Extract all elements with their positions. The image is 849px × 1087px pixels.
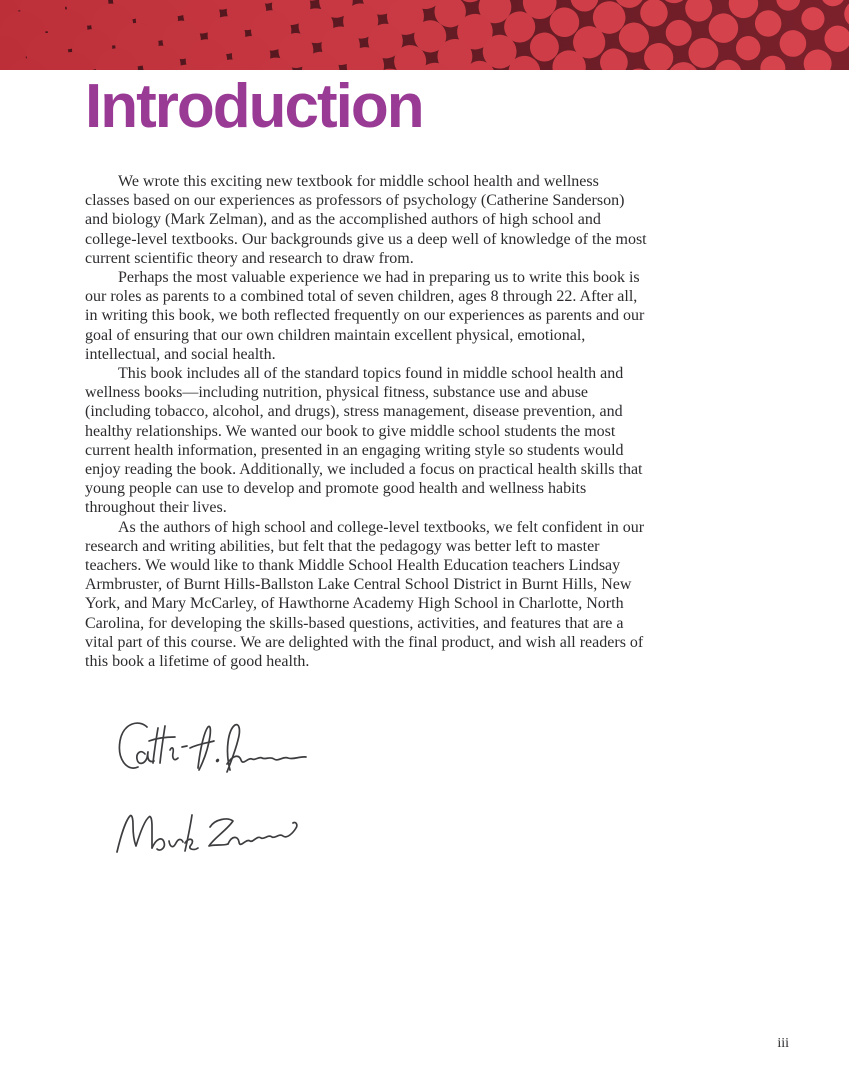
halftone-banner-graphic	[0, 0, 849, 70]
page-title: Introduction	[85, 72, 423, 141]
signature-catherine-sanderson-image	[111, 715, 311, 781]
paragraph-2: Perhaps the most valuable experience we had in preparing us to write this book is our roles as parents to a combined total of seven children, ages 8 through 22. After all, in writing this book, we both reflected frequently on our experiences as parents and our goal of ensuring that our own children maintain excellent physical, emotional, intellectual, and social health.	[85, 269, 645, 363]
paragraph-1: We wrote this exciting new textbook for middle school health and wellness classes based on our experiences as professors of psychology (Catherine Sanderson) and biology (Mark Zelman), and as the accomplished authors of high school and college-level textbooks. Our backgrounds give us a deep well of knowledge of the most current scientific theory and research to draw from.	[85, 173, 647, 267]
paragraph-4: As the authors of high school and college-level textbooks, we felt confident in our research and writing abilities, but felt that the pedagogy was better left to master teachers. We would like to thank Middle School Health Education teachers Lindsay Armbruster, of Burnt Hills-Ballston Lake Central School District in Burnt Hills, New York, and Mary McCarley, of Hawthorne Academy High School in Charlotte, North Carolina, for developing the skills-based questions, activities, and features that are a vital part of this course. We are delighted with the final product, and wish all readers of this book a lifetime of good health.	[85, 518, 645, 671]
introduction-text	[85, 172, 647, 863]
signature-mark-zelman-image	[111, 805, 316, 863]
paragraph-3: This book includes all of the standard topics found in middle school health and wellness books—including nutrition, physical fitness, substance use and abuse (including tobacco, alcohol, and drugs), stress management, disease prevention, and healthy relationships. We wanted our book to give middle school students the most current health information, presented in an engaging writing style so students would enjoy reading the book. Additionally, we included a focus on practical health skills that young people can use to develop and promote good health and wellness habits throughout their lives.	[85, 365, 643, 517]
page-number: iii	[777, 1036, 789, 1051]
author-signatures	[111, 715, 647, 863]
